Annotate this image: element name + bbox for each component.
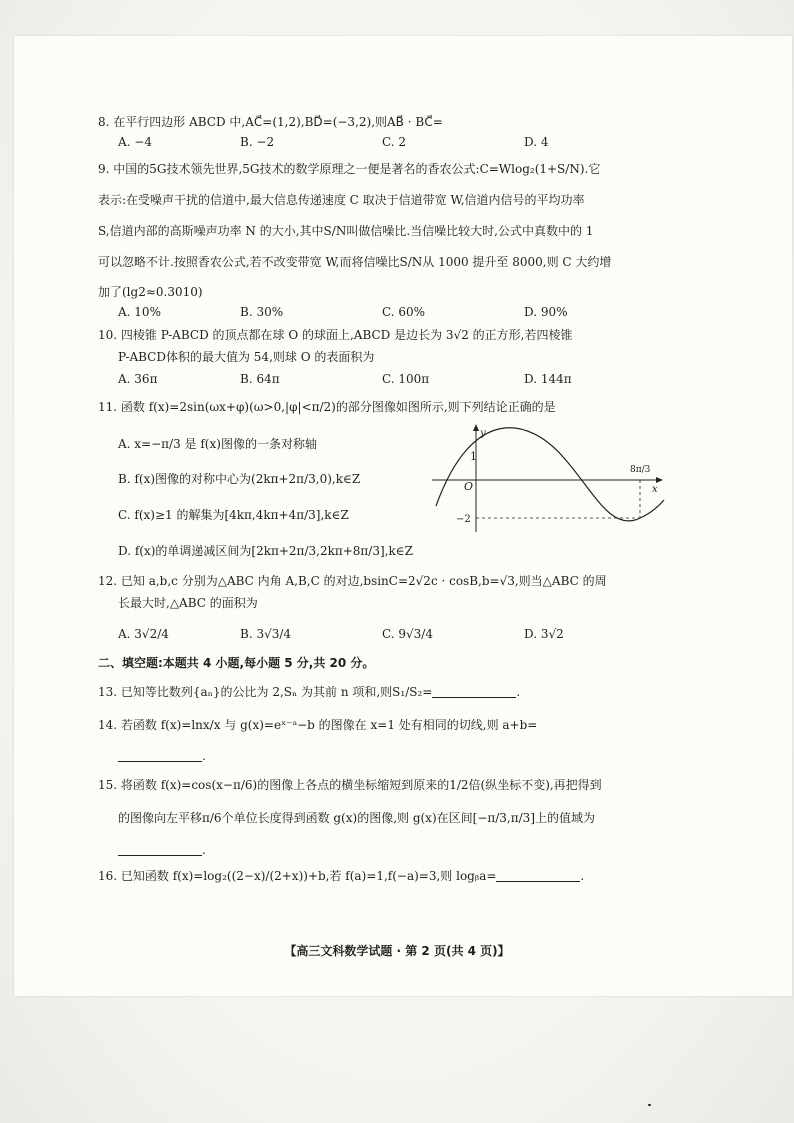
q11-option-c: C. f(x)≥1 的解集为[4kπ,4kπ+4π/3],k∈Z (118, 508, 349, 522)
q9-option-b: B. 30% (240, 305, 284, 319)
q16-tail: . (580, 869, 585, 883)
q13-tail: . (516, 685, 521, 699)
q15-answer-blank[interactable] (118, 843, 202, 856)
origin-label: O (464, 480, 474, 493)
q10-line-1: 10. 四棱锥 P-ABCD 的顶点都在球 O 的球面上,ABCD 是边长为 3√2 的正方形,若四棱锥 (98, 328, 573, 342)
q14-line-1: 14. 若函数 f(x)=lnx/x 与 g(x)=eˣ⁻ᵃ−b 的图像在 x=1 处有相同的切线,则 a+b= (98, 718, 538, 732)
sine-graph (432, 422, 668, 534)
q16-answer-blank[interactable] (496, 869, 580, 882)
section-two-heading: 二、填空题:本题共 4 小题,每小题 5 分,共 20 分。 (98, 656, 375, 670)
q9-option-d: D. 90% (524, 305, 568, 319)
q16-stem: 16. 已知函数 f(x)=log₂((2−x)/(2+x))+b,若 f(a)=1,f(−a)=3,则 logᵦa= (98, 869, 497, 883)
q9-option-a: A. 10% (118, 305, 161, 319)
q12-option-c: C. 9√3/4 (382, 627, 433, 641)
q9-option-c: C. 60% (382, 305, 426, 319)
q10-option-d: D. 144π (524, 372, 572, 386)
y-axis-label: y (480, 428, 486, 439)
q13-stem: 13. 已知等比数列{aₙ}的公比为 2,Sₙ 为其前 n 项和,则S₁/S₂= (98, 685, 433, 699)
q8-option-b: B. −2 (240, 135, 275, 149)
q9-line-1: 9. 中国的5G技术领先世界,5G技术的数学原理之一便是著名的香农公式:C=Wlog₂(1+S/N).它 (98, 162, 601, 176)
q15-tail: . (202, 843, 206, 857)
scan-speck (648, 1104, 651, 1106)
q11-option-a: A. x=−π/3 是 f(x)图像的一条对称轴 (118, 437, 317, 451)
q8-option-d: D. 4 (524, 135, 549, 149)
q10-line-2: P-ABCD体积的最大值为 54,则球 O 的表面积为 (118, 350, 375, 364)
q13-answer-blank[interactable] (432, 685, 516, 698)
q8-option-a: A. −4 (118, 135, 152, 149)
x-axis-label: x (652, 484, 658, 495)
q10-option-b: B. 64π (240, 372, 280, 386)
q9-line-3: S,信道内部的高斯噪声功率 N 的大小,其中S/N叫做信噪比.当信噪比较大时,公式中真数中的 1 (98, 224, 594, 238)
q14-answer-blank[interactable] (118, 749, 202, 762)
q8-stem: 8. 在平行四边形 ABCD 中,AC⃗=(1,2),BD⃗=(−3,2),则AB⃗ · BC⃗= (98, 115, 443, 129)
q14-tail: . (202, 749, 206, 763)
q12-line-2: 长最大时,△ABC 的面积为 (118, 596, 258, 610)
q13-line (98, 684, 520, 700)
q11-stem: 11. 函数 f(x)=2sin(ωx+φ)(ω>0,|φ|<π/2)的部分图像如图所示,则下列结论正确的是 (98, 400, 556, 414)
q10-option-a: A. 36π (118, 372, 158, 386)
tick-label-minus-two: −2 (456, 514, 471, 525)
q12-option-b: B. 3√3/4 (240, 627, 292, 641)
q12-line-1: 12. 已知 a,b,c 分别为△ABC 内角 A,B,C 的对边,bsinC=2√2c · cosB,b=√3,则当△ABC 的周 (98, 574, 607, 588)
q9-line-5: 加了(lg2≈0.3010) (98, 285, 203, 299)
q16-line (98, 868, 584, 884)
x-tick-label: 8π/3 (630, 465, 651, 475)
q11-option-d: D. f(x)的单调递减区间为[2kπ+2π/3,2kπ+8π/3],k∈Z (118, 544, 413, 558)
q8-option-c: C. 2 (382, 135, 407, 149)
y-axis-arrow (473, 424, 479, 431)
q12-option-a: A. 3√2/4 (118, 627, 169, 641)
q11-option-b: B. f(x)图像的对称中心为(2kπ+2π/3,0),k∈Z (118, 472, 361, 486)
q12-option-d: D. 3√2 (524, 627, 564, 641)
tick-label-one: 1 (470, 450, 477, 463)
x-axis-arrow (656, 477, 663, 483)
q9-line-2: 表示:在受噪声干扰的信道中,最大信息传递速度 C 取决于信道带宽 W,信道内信号的平均功率 (98, 193, 585, 207)
q14-line-2 (118, 748, 206, 764)
q15-line-2: 的图像向左平移π/6个单位长度得到函数 g(x)的图像,则 g(x)在区间[−π/3,π/3]上的值域为 (118, 811, 595, 825)
q15-line-1: 15. 将函数 f(x)=cos(x−π/6)的图像上各点的横坐标缩短到原来的1/2倍(纵坐标不变),再把得到 (98, 778, 602, 792)
page-footer: 【高三文科数学试题 · 第 2 页(共 4 页)】 (284, 944, 510, 958)
q10-option-c: C. 100π (382, 372, 430, 386)
q9-line-4: 可以忽略不计.按照香农公式,若不改变带宽 W,而将信噪比S/N从 1000 提升至 8000,则 C 大约增 (98, 255, 612, 269)
q15-line-3 (118, 842, 206, 858)
